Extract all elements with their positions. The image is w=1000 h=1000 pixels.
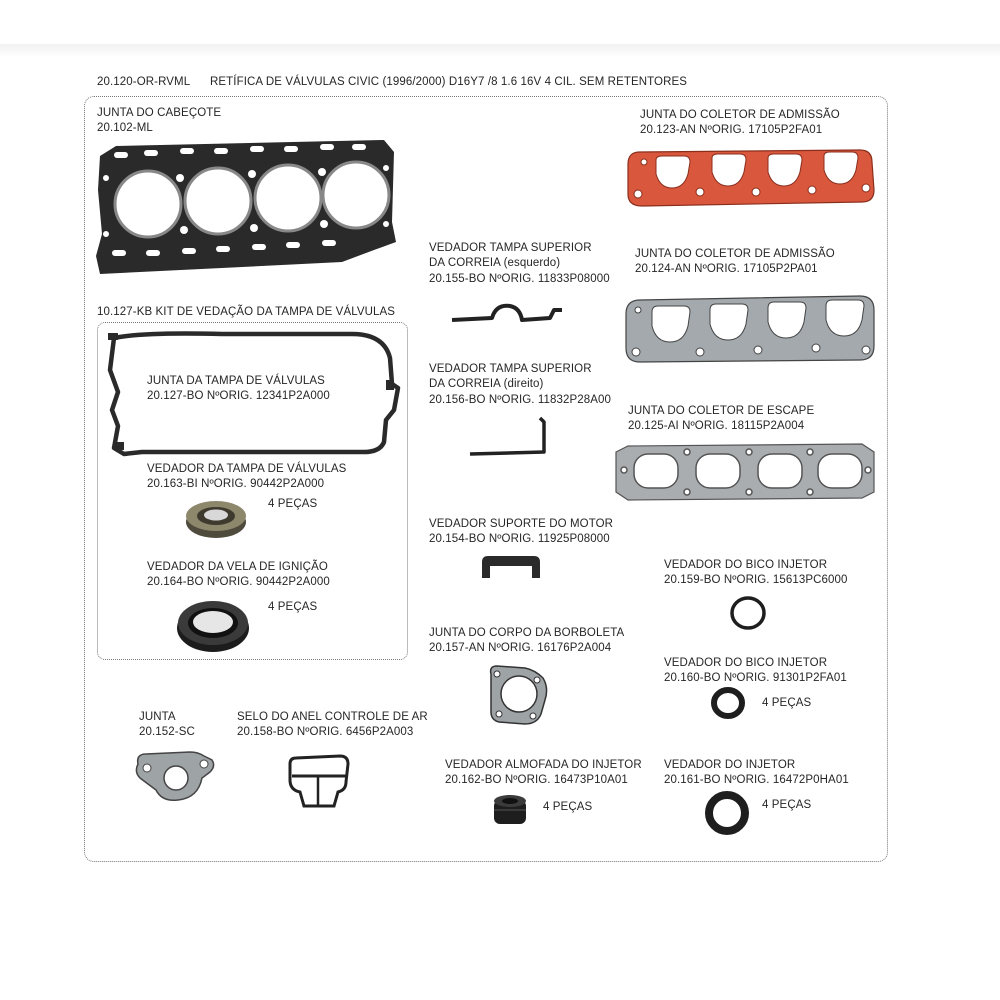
belt-cover-right-code: 20.156-BO NºORIG. 11832P28A00 <box>429 394 612 406</box>
injector-nozzle-2-name: VEDADOR DO BICO INJETOR <box>664 657 828 669</box>
engine-mount-seal-name: VEDADOR SUPORTE DO MOTOR <box>429 518 614 530</box>
intake-manifold-2-code: 20.124-AN NºORIG. 17105P2PA01 <box>635 263 818 275</box>
injector-nozzle-2-qty: 4 PEÇAS <box>762 697 812 709</box>
head-gasket-name: JUNTA DO CABEÇOTE <box>97 107 222 119</box>
intake-manifold-1-name: JUNTA DO COLETOR DE ADMISSÃO <box>640 109 840 121</box>
throttle-body-gasket-image <box>485 662 551 728</box>
head-gasket-image <box>94 138 400 276</box>
kit-code: 20.120-OR-RVML <box>97 76 191 88</box>
spark-plug-seal-image <box>175 596 251 654</box>
engine-mount-seal-image <box>478 552 544 582</box>
throttle-body-gasket-code: 20.157-AN NºORIG. 16176P2A004 <box>429 642 612 654</box>
valve-cover-seal-name: VEDADOR DA TAMPA DE VÁLVULAS <box>147 463 347 475</box>
belt-cover-left-code: 20.155-BO NºORIG. 11833P08000 <box>429 273 610 285</box>
intake-manifold-1-image <box>624 144 876 210</box>
exhaust-manifold-name: JUNTA DO COLETOR DE ESCAPE <box>628 405 815 417</box>
intake-manifold-2-image <box>622 290 878 366</box>
top-band <box>0 44 1000 58</box>
exhaust-manifold-code: 20.125-AI NºORIG. 18115P2A004 <box>628 420 805 432</box>
injector-seal-qty: 4 PEÇAS <box>762 799 812 811</box>
gasket-152-code: 20.152-SC <box>139 726 195 738</box>
injector-seal-code: 20.161-BO NºORIG. 16472P0HA01 <box>664 774 849 786</box>
iac-ring-seal-image <box>282 750 354 812</box>
injector-cushion-image <box>490 792 530 828</box>
valve-cover-seal-qty: 4 PEÇAS <box>268 498 318 510</box>
injector-seal-image <box>704 790 750 836</box>
head-gasket-code: 20.102-ML <box>97 122 153 134</box>
injector-nozzle-2-image <box>710 686 746 720</box>
belt-cover-left-image <box>450 302 566 328</box>
gasket-152-image <box>132 748 216 804</box>
iac-ring-seal-code: 20.158-BO NºORIG. 6456P2A003 <box>237 726 414 738</box>
intake-manifold-2-name: JUNTA DO COLETOR DE ADMISSÃO <box>635 248 835 260</box>
kit-title: RETÍFICA DE VÁLVULAS CIVIC (1996/2000) D16Y7 /8 1.6 16V 4 CIL. SEM RETENTORES <box>210 76 688 88</box>
belt-cover-right-name-1: VEDADOR TAMPA SUPERIOR <box>429 363 592 375</box>
exhaust-manifold-image <box>612 440 876 502</box>
valve-cover-seal-code: 20.163-BI NºORIG. 90442P2A000 <box>147 478 325 490</box>
injector-seal-name: VEDADOR DO INJETOR <box>664 759 796 771</box>
iac-ring-seal-name: SELO DO ANEL CONTROLE DE AR <box>237 711 428 723</box>
injector-nozzle-1-image <box>728 594 768 632</box>
engine-mount-seal-code: 20.154-BO NºORIG. 11925P08000 <box>429 533 610 545</box>
valve-cover-gasket-name: JUNTA DA TAMPA DE VÁLVULAS <box>147 375 325 387</box>
injector-cushion-name: VEDADOR ALMOFADA DO INJETOR <box>445 759 642 771</box>
belt-cover-left-name-1: VEDADOR TAMPA SUPERIOR <box>429 242 592 254</box>
spark-plug-seal-qty: 4 PEÇAS <box>268 601 318 613</box>
valve-cover-gasket-code: 20.127-BO NºORIG. 12341P2A000 <box>147 390 330 402</box>
gasket-152-name: JUNTA <box>139 711 176 723</box>
throttle-body-gasket-name: JUNTA DO CORPO DA BORBOLETA <box>429 627 625 639</box>
belt-cover-right-image <box>468 416 552 460</box>
belt-cover-left-name-2: DA CORREIA (esquerdo) <box>429 257 561 269</box>
intake-manifold-1-code: 20.123-AN NºORIG. 17105P2FA01 <box>640 124 823 136</box>
spark-plug-seal-code: 20.164-BO NºORIG. 90442P2A000 <box>147 576 330 588</box>
spark-plug-seal-name: VEDADOR DA VELA DE IGNIÇÃO <box>147 561 328 573</box>
injector-cushion-qty: 4 PEÇAS <box>543 801 593 813</box>
injector-nozzle-2-code: 20.160-BO NºORIG. 91301P2FA01 <box>664 672 847 684</box>
injector-nozzle-1-name: VEDADOR DO BICO INJETOR <box>664 559 828 571</box>
injector-cushion-code: 20.162-BO NºORIG. 16473P10A01 <box>445 774 628 786</box>
injector-nozzle-1-code: 20.159-BO NºORIG. 15613PC6000 <box>664 574 848 586</box>
valve-cover-kit-heading: 10.127-KB KIT DE VEDAÇÃO DA TAMPA DE VÁLVULAS <box>97 306 396 318</box>
valve-cover-seal-image <box>184 498 248 540</box>
belt-cover-right-name-2: DA CORREIA (direito) <box>429 378 544 390</box>
